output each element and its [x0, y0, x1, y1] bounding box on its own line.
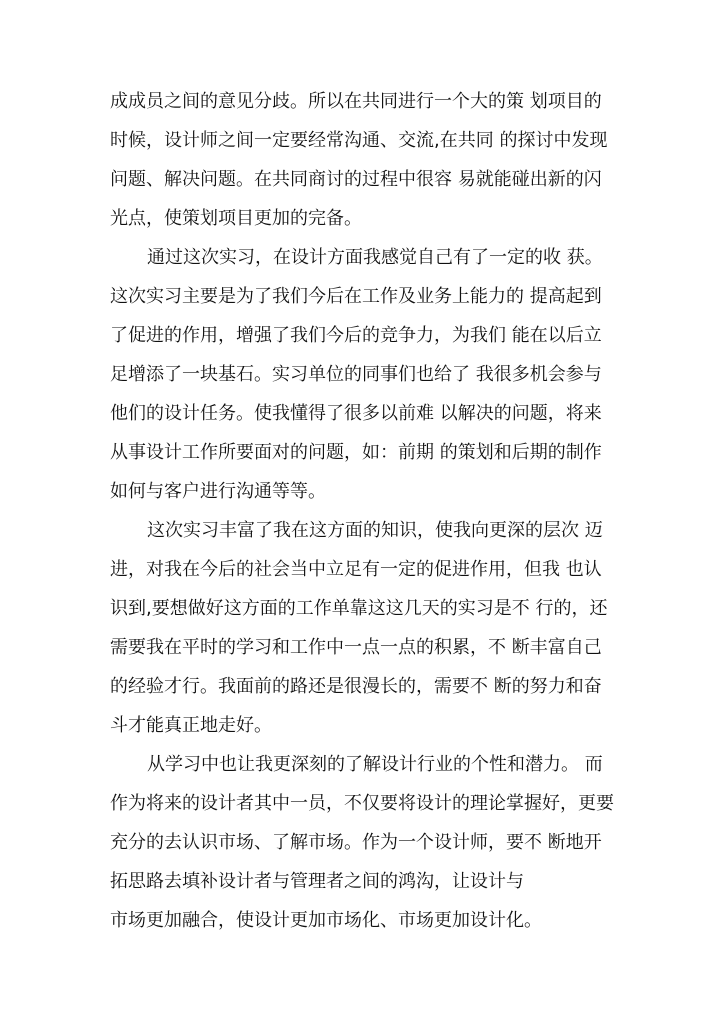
paragraph-first-line: 从学习中也让我更深刻的了解设计行业的个性和潜力。 而: [147, 754, 603, 775]
text-line: 斗才能真正地走好。: [110, 715, 272, 736]
text-line: 了促进的作用，增强了我们今后的竞争力，为我们 能在以后立: [110, 325, 602, 346]
text-line: 时候，设计师之间一定要经常沟通、交流,在共同 的探讨中发现: [110, 130, 608, 151]
text-line: 的经验才行。我面前的路还是很漫长的，需要不 断的努力和奋: [110, 676, 602, 697]
text-line: 充分的去认识市场、了解市场。作为一个设计师，要不 断地开: [110, 832, 602, 853]
text-line: 市场更加融合，使设计更加市场化、市场更加设计化。: [110, 910, 542, 931]
text-line: 从事设计工作所要面对的问题，如：前期 的策划和后期的制作: [110, 442, 602, 463]
text-line: 问题、解决问题。在共同商讨的过程中很容 易就能碰出新的闪: [110, 169, 602, 190]
text-line: 需要我在平时的学习和工作中一点一点的积累，不 断丰富自己: [110, 637, 602, 658]
text-line: 作为将来的设计者其中一员，不仅要将设计的理论掌握好，更要: [110, 793, 614, 814]
text-line: 进，对我在今后的社会当中立足有一定的促进作用，但我 也认: [110, 559, 602, 580]
text-line: 这次实习主要是为了我们今后在工作及业务上能力的 提高起到: [110, 286, 602, 307]
text-line: 如何与客户进行沟通等等。: [110, 481, 326, 502]
paragraph-first-line: 通过这次实习，在设计方面我感觉自己有了一定的收 获。: [147, 247, 603, 268]
paragraph-first-line: 这次实习丰富了我在这方面的知识，使我向更深的层次 迈: [147, 520, 603, 541]
text-line: 足增添了一块基石。实习单位的同事们也给了 我很多机会参与: [110, 364, 602, 385]
text-line: 拓思路去填补设计者与管理者之间的鸿沟，让设计与: [110, 871, 524, 892]
text-line: 他们的设计任务。使我懂得了很多以前难 以解决的问题，将来: [110, 403, 602, 424]
text-line: 光点，使策划项目更加的完备。: [110, 208, 362, 229]
text-line: 成成员之间的意见分歧。所以在共同进行一个大的策 划项目的: [110, 91, 602, 112]
text-line: 识到,要想做好这方面的工作单靠这这几天的实习是不 行的，还: [110, 598, 608, 619]
